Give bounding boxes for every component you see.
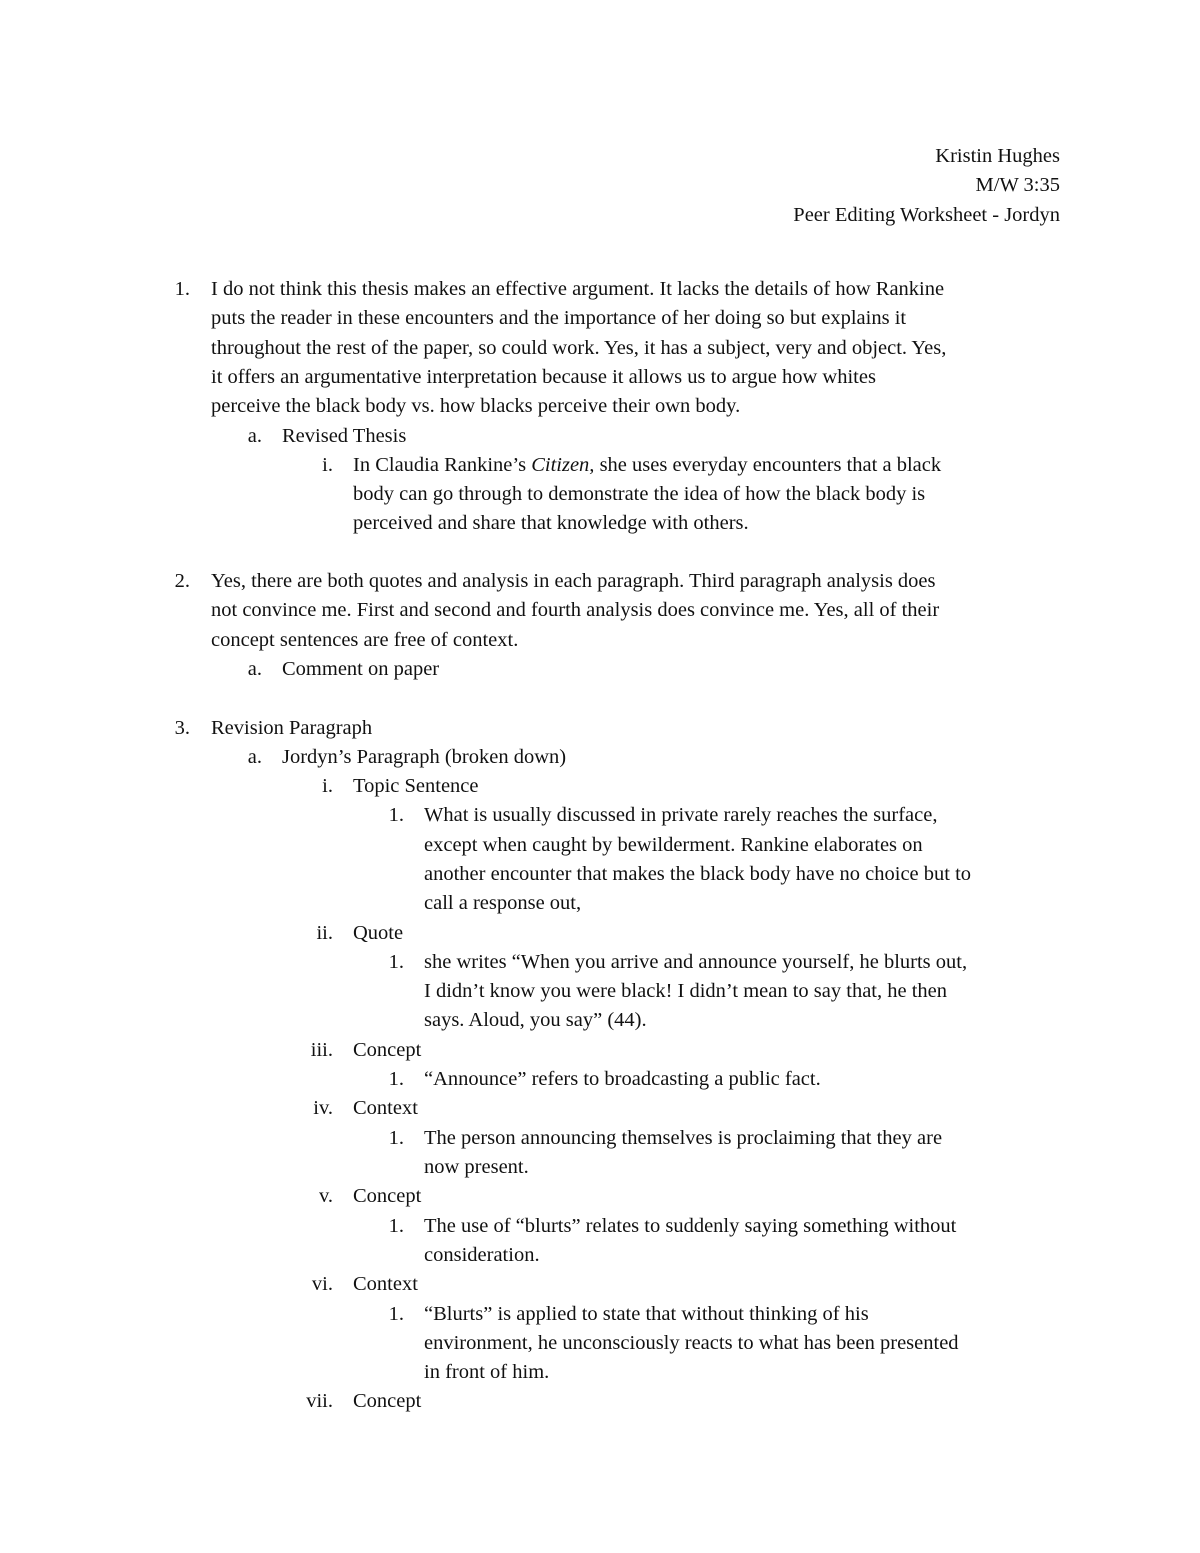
- text-line: In Claudia Rankine’s Citizen, she uses everyday encounters that a black: [353, 453, 942, 476]
- text-line: concept sentences are free of context.: [211, 628, 519, 651]
- text-line: The person announcing themselves is proclaiming that they are: [424, 1126, 943, 1149]
- part-label: Topic Sentence: [353, 775, 479, 798]
- list-marker: 3.: [174, 716, 190, 739]
- text-line: throughout the rest of the paper, so could work. Yes, it has a subject, very and object. Yes,: [211, 336, 947, 359]
- document-header: [793, 142, 1060, 230]
- document-title: Peer Editing Worksheet - Jordyn: [793, 203, 1060, 226]
- text-line: environment, he unconsciously reacts to what has been presented: [424, 1331, 959, 1354]
- text-line: it offers an argumentative interpretation because it allows us to argue how whites: [211, 365, 876, 388]
- list-marker: 1.: [388, 1214, 404, 1237]
- part-label: Context: [353, 1097, 418, 1120]
- revision-paragraph-label: Revision Paragraph: [211, 716, 373, 739]
- list-marker: 1.: [388, 950, 404, 973]
- text-line: call a response out,: [424, 892, 582, 915]
- list-marker: iii.: [310, 1038, 333, 1061]
- list-marker: vii.: [306, 1390, 333, 1413]
- list-marker: 1.: [174, 278, 190, 300]
- list-marker: ii.: [316, 921, 333, 944]
- part-label: Context: [353, 1273, 418, 1296]
- list-marker: a.: [247, 745, 262, 768]
- comment-label: Comment on paper: [282, 657, 440, 680]
- part-label: Quote: [353, 921, 404, 944]
- list-marker: a.: [247, 657, 262, 680]
- text-line: she writes “When you arrive and announce yourself, he blurts out,: [424, 950, 968, 973]
- list-marker: 1.: [388, 804, 404, 827]
- text-line: consideration.: [424, 1243, 540, 1266]
- list-marker: vi.: [311, 1273, 333, 1296]
- list-marker: a.: [247, 424, 262, 447]
- author-name: Kristin Hughes: [935, 145, 1060, 167]
- part-label: Concept: [353, 1038, 422, 1061]
- text-line: I do not think this thesis makes an effective argument. It lacks the details of how Rankine: [211, 278, 945, 300]
- text-line: in front of him.: [424, 1361, 550, 1384]
- part-text: [424, 1065, 821, 1094]
- list-marker: 1.: [388, 1126, 404, 1149]
- part-label: Concept: [353, 1185, 422, 1208]
- part-text: [424, 1124, 942, 1183]
- list-marker: 2.: [174, 570, 190, 592]
- text-line: another encounter that makes the black body have no choice but to: [424, 862, 972, 885]
- text-line: now present.: [424, 1155, 529, 1178]
- part-text: [424, 1212, 956, 1271]
- list-marker: i.: [322, 453, 333, 476]
- answer-2-text: [211, 567, 939, 655]
- revised-thesis-text: [353, 451, 941, 539]
- part-text: [424, 1300, 959, 1388]
- list-marker: 1.: [388, 1068, 404, 1091]
- text-line: puts the reader in these encounters and the importance of her doing so but explains it: [211, 307, 907, 330]
- revised-thesis-label: Revised Thesis: [282, 424, 407, 447]
- text-line: Yes, there are both quotes and analysis in each paragraph. Third paragraph analysis does: [211, 570, 936, 592]
- text-line: says. Aloud, you say” (44).: [424, 1009, 647, 1032]
- text-line: What is usually discussed in private rarely reaches the surface,: [424, 804, 938, 827]
- part-text: [424, 801, 971, 918]
- list-marker: 1.: [388, 1302, 404, 1325]
- text-line: “Blurts” is applied to state that without thinking of his: [424, 1302, 869, 1325]
- list-marker: i.: [322, 775, 333, 798]
- text-line: perceived and share that knowledge with others.: [353, 512, 749, 535]
- list-marker: iv.: [313, 1097, 333, 1120]
- text-line: body can go through to demonstrate the idea of how the black body is: [353, 483, 926, 506]
- part-text: [424, 948, 967, 1036]
- answer-1-text: [211, 275, 946, 421]
- class-time: M/W 3:35: [975, 174, 1060, 197]
- paragraph-breakdown-label: Jordyn’s Paragraph (broken down): [282, 745, 567, 768]
- text-line: not convince me. First and second and fourth analysis does convince me. Yes, all of their: [211, 599, 940, 622]
- text-line: I didn’t know you were black! I didn’t mean to say that, he then: [424, 980, 948, 1003]
- text-line: perceive the black body vs. how blacks perceive their own body.: [211, 395, 741, 418]
- text-line: The use of “blurts” relates to suddenly saying something without: [424, 1214, 957, 1237]
- text-line: except when caught by bewilderment. Rankine elaborates on: [424, 833, 923, 856]
- part-label: Concept: [353, 1390, 422, 1413]
- list-marker: v.: [318, 1185, 333, 1208]
- text-line: “Announce” refers to broadcasting a public fact.: [424, 1068, 821, 1091]
